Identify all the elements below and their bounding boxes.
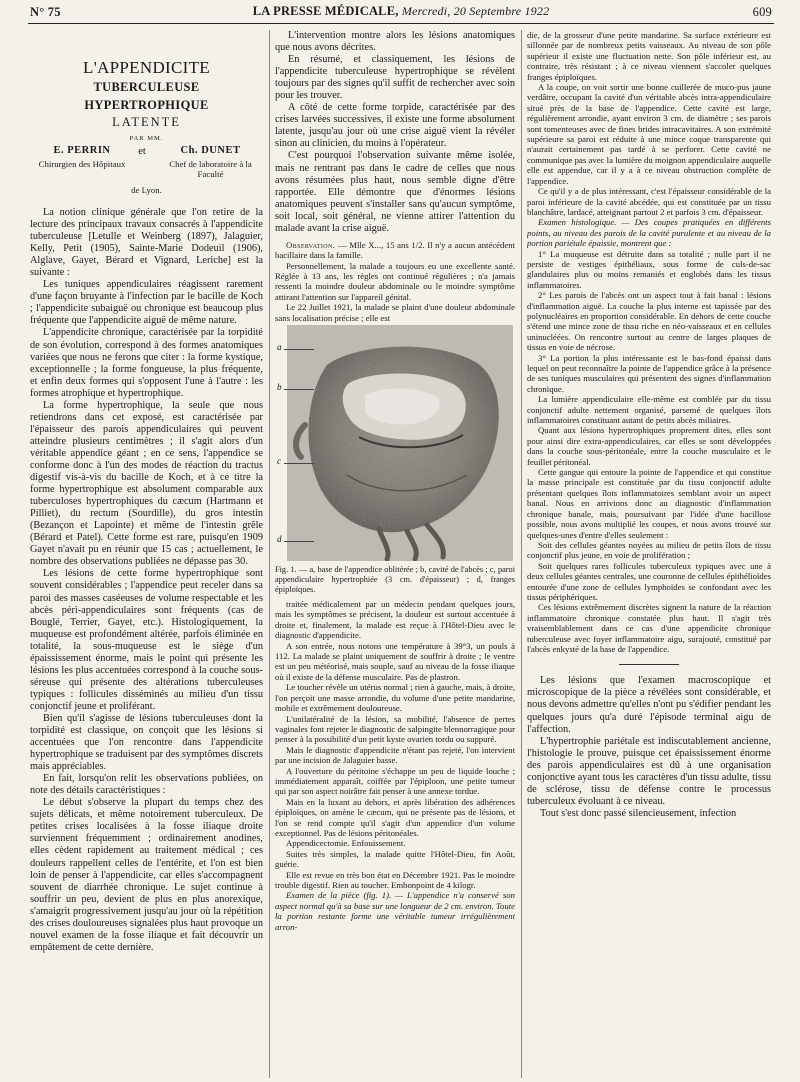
label-leader-b bbox=[284, 389, 314, 390]
issue-number: N° 75 bbox=[30, 5, 61, 19]
paragraph: Cette gangue qui entoure la pointe de l'appendice et qui constitue la masse principale est constituée par du tissu conjonctif adulte présentant quelques îlots inflammatoires semblant avoir un aspect banal. Nous en arrivions donc au diagnostic d'inflammation chronique banale, mais, poursuivant par l'idée d'une bacillose possible, nous avons multiplié les coupes, et nous avons trouvé sur quelques-unes d'entre d'elles seulement : bbox=[527, 467, 771, 540]
column-1 bbox=[30, 30, 263, 1078]
author-1-role: Chirurgien des Hôpitaux bbox=[38, 158, 126, 169]
paragraph: die, de la grosseur d'une petite mandarine. Sa surface extérieure est sillonnée par de nombreux petits vaisseaux. Au niveau de son pôle supérieur il existe une fluctuation nette. Son pôle inférieur est, au contraire, très résistant ; à ce niveau viennent s'accoler quelques franges épiploïques. bbox=[527, 30, 771, 82]
section-rule bbox=[619, 664, 679, 665]
label-leader-c bbox=[284, 463, 314, 464]
paragraph: Appendicectomie. Enfouissement. bbox=[286, 838, 406, 849]
label-leader-a bbox=[284, 349, 314, 350]
journal-title bbox=[30, 4, 772, 19]
observation-continued bbox=[275, 599, 515, 932]
paragraph: Les lésions que l'examen macroscopique et microscopique de la pièce a révélées sont considérable, et nous devons admettre qu'elles n'ont pu s'édifier pendant les quelques jours qu'a duré l'épisode terminal aigu de l'affection. bbox=[527, 675, 771, 735]
paragraph: L'hypertrophie pariétale est indiscutablement ancienne, l'histologie le prouve, puisque cet épaississement énorme des parois appendiculaires est dû à une organisation conjonctive ayant tous les caractères d'un tissu adulte, tissu de sclérose, tissu de défense contre le processus tuberculeux évoluant à ce niveau. bbox=[527, 735, 771, 807]
author-1-name: E. PERRIN bbox=[53, 145, 111, 156]
paragraph: Le toucher révèle un utérus normal ; rien à gauche, mais, à droite, l'on perçoit une masse arrondie, du volume d'une petite mandarine, mobile et extrêmement douloureuse. bbox=[275, 682, 515, 714]
paragraph: En résumé, et classiquement, les lésions de l'appendicite tuberculeuse hypertrophique se révèlent toujours par des signes qu'il suffit de rechercher avec soin pour les trouver. bbox=[275, 54, 515, 102]
paragraph: 2° Les parois de l'abcès ont un aspect tout à fait banal : lésions d'inflammation aiguë. La couche la plus interne est tapissée par des polynucléaires en proportion considérable. En dehors de cette couche s'étend une mince zone de tissu riche en néo-vaisseaux et en cellules uninucléées. On rencontre surtout au centre de larges plaques de tissus en voie de nécrose. bbox=[527, 290, 771, 353]
figure-label-d: d bbox=[277, 534, 282, 545]
paragraph: La forme hypertrophique, la seule que nous retiendrons dans cet exposé, est caractérisée par l'épaisseur des parois appendiculaires qui peuvent atteindre plusieurs centimètres ; il s'agit alors d'un véritable appendice géant ; en ce sens, l'appendice se conforme donc à l'un des modes de réaction du tractus digestif vis-à-vis du bacille de Koch, et à ce titre la forme hypertrophique est absolument comparable aux tuberculoses hypertrophiques du cæcum (Hartmann et Pilliet), du rectum (Sourdille), du gros intestin (Bezançon et Lapointe) et même de l'intestin grêle (Bérard et Patel). Cette forme est rare, puisqu'en 1909 Gayet n'avait pu en réunir que 15 cas ; actuellement, le nombre des observations publiées ne dépasse pas 30. bbox=[30, 399, 263, 568]
paragraph: Tout s'est donc passé silencieusement, infection bbox=[540, 807, 737, 819]
header-rule bbox=[28, 23, 774, 24]
article-title: L'APPENDICITE bbox=[83, 58, 210, 77]
author-1 bbox=[38, 146, 126, 169]
paragraph: A côté de cette forme torpide, caractérisée par des crises larvées successives, il existe une forme absolument latente, jusqu'au jour où une crise aiguë vient la révéler sinon au clinicien, du moins à l'opérateur. bbox=[275, 102, 515, 150]
paragraph: Ces lésions extrêmement discrètes signent la nature de la réaction inflammatoire chronique constatée plus haut. Il s'agit très vraisemblablement dans ce cas d'une appendicite chronique tuberculeuse avec foyer inflammatoire aigu, surajouté, constitué par l'abcès enkysté de la base de l'appendice. bbox=[527, 602, 771, 654]
specimen-description bbox=[527, 30, 771, 654]
paragraph: Personnellement, la malade a toujours eu une excellente santé. Réglée à 13 ans, les règles ont continué régulières ; n'a jamais ressenti la moindre douleur abdominale ou le moindre symptôme attirant l'attention sur l'appareil génital. bbox=[275, 260, 515, 302]
paragraph: 1° La muqueuse est détruite dans sa totalité ; nulle part il ne persiste de vestiges épithéliaux, sous forme de culs-de-sac glandulaires plus ou moins remaniés et englobés dans les tissus inflammatoires. bbox=[527, 248, 771, 290]
appendix-photo bbox=[287, 325, 513, 561]
observation-text: — Mlle X..., 15 ans 1/2. Il n'y a aucun antécédent bacillaire dans la famille. bbox=[275, 239, 515, 261]
observation-label: Observation. bbox=[286, 239, 336, 250]
paragraph: En fait, lorsqu'on relit les observations publiées, on note des détails caractéristiques : bbox=[30, 773, 263, 797]
column-divider bbox=[521, 30, 522, 1078]
figure-1 bbox=[275, 325, 515, 562]
paragraph: A la coupe, on voit sortir une bonne cuillerée de muco-pus jaune verdâtre, occupant la cavité d'un véritable abcès intra-appendiculaire situé près de la base de l'appendice. Cette cavité est large, régulièrement arrondie, ayant environ 3 cm. de diamètre ; ses parois sont tomenteuses avec de fines brides intracavitaires. A son extrémité supérieure sa paroi est réduite à une mince coque transparente qui n'aurait certainement pas tardé à se perforer. Cette cavité ne communique pas avec la lumière du moignon appendiculaire auquelle elle est appendue, car il y a à ce niveau obstruction complète de l'appendice. bbox=[527, 82, 771, 186]
authors-prefix: PAR MM. bbox=[129, 135, 164, 142]
paragraph: Elle est revue en très bon état en Décembre 1921. Pas le moindre trouble digestif. Rien au toucher. Embonpoint de 4 kilogr. bbox=[275, 869, 515, 891]
figure-caption: Fig. 1. — a, base de l'appendice oblitérée ; b, cavité de l'abcès ; c, paroi appendiculaire hypertrophiée (3 cm. d'épaisseur) ; d, franges épiploïques. bbox=[275, 565, 515, 595]
paragraph: Le 22 Juillet 1921, la malade se plaint d'une douleur abdominale sans localisation précise ; elle est bbox=[275, 302, 515, 323]
figure-label-b: b bbox=[277, 382, 282, 393]
page-header bbox=[30, 4, 772, 22]
paragraph: Soit des cellules géantes noyées au milieu de petits îlots de tissu conjonctif plus jeune, en voie de prolifération ; bbox=[527, 539, 771, 561]
paragraph: Mais le diagnostic d'appendicite n'étant pas rejeté, l'on intervient par une incision de Jalaguier basse. bbox=[275, 744, 515, 766]
figure-label-c: c bbox=[277, 456, 281, 467]
paragraph: L'unilatéralité de la lésion, sa mobilité, l'absence de pertes vaginales font rejeter le diagnostic de salpingite blennorragique pour penser à la possibilité d'un petit kyste ovarien tordu ou suppuré. bbox=[275, 713, 515, 745]
paragraph: A l'ouverture du péritoine s'échappe un peu de liquide louche ; immédiatement apparaît, coiffée par l'épiploon, une petite tumeur qui par son aspect noirâtre fait penser à une annexe tordue. bbox=[275, 765, 515, 797]
author-conjunction: et bbox=[138, 146, 146, 157]
paragraph: La lumière appendiculaire elle-même est comblée par du tissu conjonctif adulte nettement organisé, parsemé de quelques îlots inflammatoires constituant autant de petits abcès miliaires. bbox=[527, 394, 771, 426]
paragraph: Mais en la luxant au dehors, et après libération des adhérences épiploïques, on amène le cæcum, qui ne présente pas de lésions, et l'on se rend compte qu'il s'agit d'un appendice d'un volume exceptionnel. Pas de lésions péritonéales. bbox=[275, 796, 515, 838]
author-2-name: Ch. DUNET bbox=[180, 145, 241, 156]
paragraph: 3° La portion la plus intéressante est le bas-fond épaissi dans lequel on peut reconnaître la pointe de l'appendice grâce à la présence de ses tuniques musculaires qui présentent des signes d'inflammation chronique. bbox=[527, 352, 771, 394]
article-subtitle-2: LATENTE bbox=[112, 115, 181, 129]
paragraph: Les tuniques appendiculaires réagissent rarement d'une façon bruyante à l'infection par le bacille de Koch ; l'appendicite subaiguë ou chronique est beaucoup plus fréquente que l'appendicite aiguë de même nature. bbox=[30, 279, 263, 327]
paragraph: Examen histologique. — Des coupes pratiquées en différents points, au niveau des parois de la cavité purulente et au niveau de la portion pariétale épaissie, montrent que : bbox=[527, 217, 771, 249]
paragraph: Examen de la pièce (fig. 1). — L'appendice n'a conservé son aspect normal qu'à sa base sur une longueur de 2 cm. environ. Toute la portion restante forme une véritable tumeur irrégulièrement arron- bbox=[275, 890, 515, 932]
paragraph: La notion clinique générale que l'on retire de la lecture des principaux travaux consacrés à l'appendicite tuberculeuse [Letulle et Weinberg (1897), Jalaguier, Kelly, Petit (1905), Sainte-Marie Dodeuil (1906), Alglave, Gayet, Bérard et Vignard, Leriche] est la suivante : bbox=[30, 207, 263, 279]
author-city: de Lyon. bbox=[131, 185, 162, 195]
authors-block bbox=[30, 146, 263, 204]
issue-date: Mercredi, 20 Septembre 1922 bbox=[401, 4, 550, 18]
paragraph: Bien qu'il s'agisse de lésions tuberculeuses dont la torpidité est classique, on conçoit que les lésions si accentuées que l'on rencontre dans l'appendicite hypertrophique se traduisent par des symptômes discrets mais appréciables. bbox=[30, 712, 263, 773]
paragraph: Les lésions de cette forme hypertrophique sont souvent considérables ; l'appendice peut receler dans sa paroi des masses caséeuses de volume respectable et les abcès péri-appendiculaires sont fréquents (cas de Bouglé, Terrier, Gayet, etc.). Histologiquement, la muqueuse est profondément altérée, parfois éliminée en totalité, la sous-muqueuse est le siège d'un épaississement énorme, mais le point qui présente les lésions les plus accentuées correspond à la couche sous-séreuse qui présente des altérations tuberculeuses typiques : follicules disséminés au milieu d'un tissu conjonctif jeune et proliférant. bbox=[30, 568, 263, 712]
journal-name: LA PRESSE MÉDICALE, bbox=[252, 4, 399, 18]
column-divider bbox=[269, 30, 270, 1078]
author-2 bbox=[158, 146, 263, 180]
column-2 bbox=[275, 30, 515, 1078]
paragraph: Le début s'observe la plupart du temps chez des sujets délicats, et même notoirement tuberculeux. De petites crises localisées à la fosse iliaque droite surviennent fréquemment ; ordinairement anodines, elles cèdent rapidement au traitement médical ; ces douleurs rappellent celles de l'entérite, et l'on est bien loin de penser à l'appendicite, car elles s'accompagnent souvent de diarrhée chronique. Le sujet continue à souffrir un peu, devient de plus en plus anorexique, s'amaigrit progressivement jusqu'au jour où la répétition des crises douloureuses signalées plus haut provoque un nouvel examen de la fosse iliaque et fait découvrir un empâtement de cette dernière. bbox=[30, 797, 263, 953]
paragraph: L'appendicite chronique, caractérisée par la torpidité de son évolution, correspond à des formes anatomiques variées que nous ne ferons que citer : la forme kystique, exceptionnelle ; la forme fongueuse, la plus fréquente, et enfin deux formes qui s'opposent l'une à l'autre : les formes atrophique et hypertrophique. bbox=[30, 327, 263, 399]
column-3 bbox=[527, 30, 771, 1078]
paragraph: L'intervention montre alors les lésions anatomiques que nous avons décrites. bbox=[275, 30, 515, 54]
observation-block bbox=[275, 240, 515, 323]
observation-intro bbox=[275, 240, 515, 261]
paragraph: Quant aux lésions hypertrophiques proprement dites, elles sont pour ainsi dire extra-appendiculaires, car elles se sont développées dans la couche sous-péritonéale, entre la couche musculaire et le feuillet péritonéal. bbox=[527, 425, 771, 467]
page-number: 609 bbox=[752, 5, 772, 19]
article-subtitle: TUBERCULEUSE HYPERTROPHIQUE bbox=[84, 80, 209, 112]
paragraph: A son entrée, nous notons une température à 39°3, un pouls à 112. La malade se plaint uniquement de souffrir à droite ; le ventre est un peu météorisé, mais souple, sauf au niveau de la fosse iliaque où il existe de la défense musculaire. Pas de plastron. bbox=[275, 640, 515, 682]
paragraph: Soit quelques rares follicules tuberculeux typiques avec une à deux cellules géantes centrales, une couronne de cellules épithélioïdes entourée d'une zone de cellules lymphoïdes se confondant avec les tissus périphériques. bbox=[527, 560, 771, 602]
paragraph: Ce qu'il y a de plus intéressant, c'est l'épaisseur considérable de la paroi inférieure de la cavité abcédée, qui est constituée par un tissu blanchâtre, lardacé, atteignant partout 2 et parfois 3 cm. d'épaisseur. bbox=[527, 186, 771, 217]
paragraph: traitée médicalement par un médecin pendant quelques jours, mais les symptômes se précisent, la douleur est surtout accentuée à droite et, finalement, la malade est reçue à l'Hôtel-Dieu avec le diagnostic d'appendicite. bbox=[275, 599, 515, 641]
author-2-role: Chef de laboratoire à la Faculté bbox=[169, 158, 252, 179]
figure-label-a: a bbox=[277, 342, 282, 353]
label-leader-d bbox=[284, 541, 314, 542]
paragraph: Suites très simples, la malade quitte l'Hôtel-Dieu, fin Août, guérie. bbox=[275, 848, 515, 870]
paragraph: C'est pourquoi l'observation suivante même isolée, mais ne rentrant pas dans le cadre de celles que nous avons résumées plus haut, nous semble digne d'être rapportée. Elle démontre que d'énormes lésions anatomiques peuvent s'installer sans qu'aucun symptôme, soit local, soit général, ne vienne attirer l'attention du malade avant la crise aiguë. bbox=[275, 150, 515, 234]
